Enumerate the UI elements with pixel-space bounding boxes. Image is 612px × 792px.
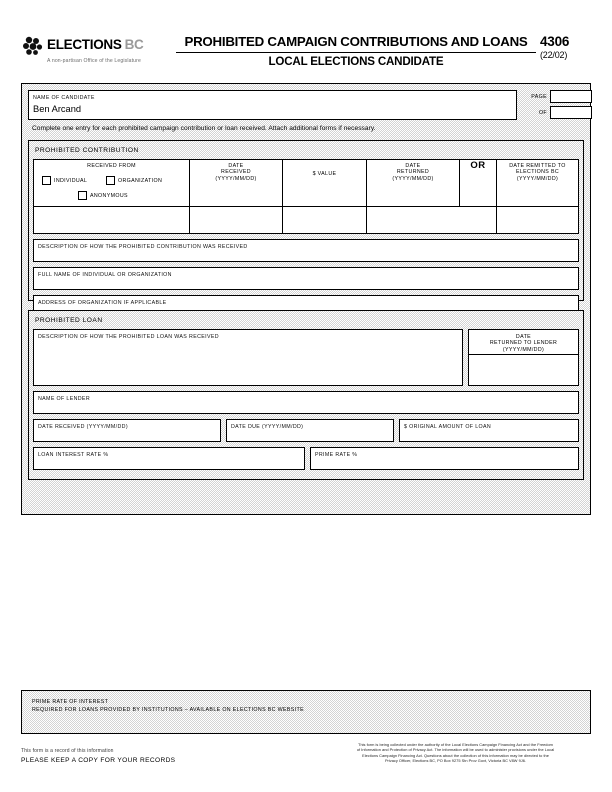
- page-of-input[interactable]: [550, 106, 592, 119]
- header-value: [283, 160, 367, 207]
- title-divider: [176, 52, 536, 53]
- prime-rate-label: PRIME RATE %: [315, 451, 358, 458]
- checkbox-individual-label: INDIVIDUAL: [54, 177, 88, 184]
- loan-rates-row: [33, 447, 579, 470]
- loan-returned-group: [468, 329, 579, 386]
- header-date-returned: [367, 160, 460, 207]
- candidate-name-field[interactable]: [28, 90, 517, 120]
- cell-or-spacer: [460, 207, 497, 234]
- checkbox-anonymous-box[interactable]: [78, 191, 87, 200]
- value-label: $ VALUE: [312, 171, 337, 177]
- loan-dates-row: [33, 419, 579, 442]
- loan-returned-input[interactable]: [468, 355, 579, 386]
- contributor-full-name-label: FULL NAME OF INDIVIDUAL OR ORGANIZATION: [38, 271, 172, 278]
- candidate-name-value: Ben Arcand: [33, 104, 82, 114]
- date-received-label-l2: RECEIVED: [221, 169, 251, 176]
- checkbox-organization-box[interactable]: [106, 176, 115, 185]
- date-returned-label-l2: RETURNED: [396, 169, 430, 176]
- form-title-block: [176, 34, 536, 69]
- loan-description-field[interactable]: [33, 329, 463, 386]
- form-number-block: [540, 34, 602, 60]
- form-panel: [21, 83, 591, 515]
- legal-line-2: of Information and Protection of Privacy Act. The information will be used to administer provisions under the Local: [356, 747, 555, 753]
- date-returned-label-l3: (YYYY/MM/DD): [392, 175, 434, 182]
- date-remitted-label-l2: ELECTIONS BC: [515, 169, 560, 176]
- cell-date-received[interactable]: [190, 207, 283, 234]
- contribution-table: [33, 159, 579, 234]
- loan-original-amount-field[interactable]: [399, 419, 579, 442]
- loan-top-row: [33, 329, 579, 386]
- loan-original-amount-label: $ ORIGINAL AMOUNT OF LOAN: [404, 423, 492, 430]
- form-instruction: Complete one entry for each prohibited campaign contribution or loan received. Attach additional forms if necessary.: [32, 125, 376, 132]
- footer-legal-notice: [318, 742, 593, 763]
- section-prohibited-contribution: [28, 140, 584, 306]
- page-of-label: OF: [538, 109, 547, 116]
- candidate-name-label: NAME OF CANDIDATE: [33, 94, 95, 101]
- checkbox-anonymous-label: ANONYMOUS: [90, 192, 128, 199]
- footer-left: [21, 748, 251, 765]
- footer-record-note: This form is a record of this information: [21, 748, 114, 754]
- contribution-description-label: DESCRIPTION OF HOW THE PROHIBITED CONTRIBUTION WAS RECEIVED: [38, 243, 248, 250]
- loan-date-received-field[interactable]: [33, 419, 221, 442]
- page-number-group: [522, 90, 592, 120]
- date-received-label-l3: (YYYY/MM/DD): [215, 175, 257, 182]
- checkbox-organization-label: ORGANIZATION: [118, 177, 163, 184]
- loan-returned-label-l1: DATE: [515, 334, 532, 340]
- loan-description-label: DESCRIPTION OF HOW THE PROHIBITED LOAN WAS RECEIVED: [38, 333, 219, 340]
- checkbox-organization[interactable]: [106, 176, 162, 185]
- cell-value[interactable]: [283, 207, 367, 234]
- page-of-row: [522, 106, 592, 119]
- legal-line-3: Elections Campaign Financing Act. Questions about the collection of this information may be directed to the: [362, 752, 549, 758]
- prime-rate-note-panel: [21, 690, 591, 734]
- table-header-row: [34, 160, 579, 207]
- loan-date-received-label: DATE RECEIVED (YYYY/MM/DD): [38, 423, 128, 430]
- contribution-detail-fields: [33, 239, 579, 318]
- loan-section-title: PROHIBITED LOAN: [35, 317, 103, 324]
- date-remitted-label-l1: DATE REMITTED TO: [509, 163, 566, 169]
- contribution-description-field[interactable]: [33, 239, 579, 262]
- organization-address-label: ADDRESS OF ORGANIZATION IF APPLICABLE: [38, 299, 167, 306]
- contributor-full-name-field[interactable]: [33, 267, 579, 290]
- footer-keep-copy-note: PLEASE KEEP A COPY FOR YOUR RECORDS: [21, 756, 176, 764]
- checkbox-individual[interactable]: [42, 176, 87, 185]
- loan-date-due-field[interactable]: [226, 419, 394, 442]
- elections-bc-logo: [22, 36, 177, 66]
- form-number: 4306: [540, 34, 570, 49]
- checkbox-anonymous[interactable]: [78, 191, 128, 200]
- prime-rate-field[interactable]: [310, 447, 579, 470]
- header-or-separator: OR: [460, 160, 497, 207]
- logo-wordmark: ELECTIONS: [47, 37, 122, 52]
- header-date-received: [190, 160, 283, 207]
- cell-date-returned[interactable]: [367, 207, 460, 234]
- cell-date-remitted[interactable]: [497, 207, 579, 234]
- date-remitted-label-l3: (YYYY/MM/DD): [516, 175, 559, 182]
- lender-name-label: NAME OF LENDER: [38, 395, 90, 402]
- page-input[interactable]: [550, 90, 592, 103]
- received-from-label: RECEIVED FROM: [87, 163, 136, 169]
- header-date-remitted: [497, 160, 579, 207]
- logo-bc-mark: BC: [124, 37, 144, 52]
- section-prohibited-loan: [28, 310, 584, 480]
- form-revision: (22/02): [540, 50, 568, 60]
- table-data-row: [34, 207, 579, 234]
- page-header: [0, 14, 612, 66]
- form-title: PROHIBITED CAMPAIGN CONTRIBUTIONS AND LOANS: [184, 34, 528, 49]
- loan-interest-rate-label: LOAN INTEREST RATE %: [38, 451, 109, 458]
- loan-date-due-label: DATE DUE (YYYY/MM/DD): [231, 423, 304, 430]
- form-subtitle: LOCAL ELECTIONS CANDIDATE: [268, 55, 444, 68]
- prime-rate-note-line1: PRIME RATE OF INTEREST: [32, 699, 109, 705]
- logo-tagline: A non-partisan Office of the Legislature: [47, 57, 141, 64]
- date-returned-label-l1: DATE: [405, 163, 421, 169]
- loan-returned-label-l2: RETURNED TO LENDER: [489, 340, 558, 347]
- header-received-from: [34, 160, 190, 207]
- loan-returned-header: [468, 329, 579, 355]
- received-from-checkboxes: [34, 174, 189, 206]
- contribution-section-title: PROHIBITED CONTRIBUTION: [35, 147, 139, 154]
- page-number-row: [522, 90, 592, 103]
- loan-interest-rate-field[interactable]: [33, 447, 305, 470]
- legal-line-1: This form is being collected under the authority of the Local Elections Campaign Financing Act and the Freedom: [358, 742, 553, 747]
- elections-bc-logo-mark: [22, 36, 44, 56]
- loan-returned-label-l3: (YYYY/MM/DD): [502, 346, 545, 353]
- checkbox-individual-box[interactable]: [42, 176, 51, 185]
- lender-name-field[interactable]: [33, 391, 579, 414]
- cell-received-from-spacer: [34, 207, 190, 234]
- candidate-name-row: [28, 90, 584, 120]
- page-label: PAGE: [531, 93, 547, 100]
- prime-rate-note-line2: REQUIRED FOR LOANS PROVIDED BY INSTITUTIONS – AVAILABLE ON ELECTIONS BC WEBSITE: [32, 707, 304, 713]
- date-received-label-l1: DATE: [228, 163, 244, 169]
- legal-line-4: Privacy Officer, Elections BC, PO Box 9275 Stn Prov Govt, Victoria BC V8W 9J6.: [384, 757, 527, 763]
